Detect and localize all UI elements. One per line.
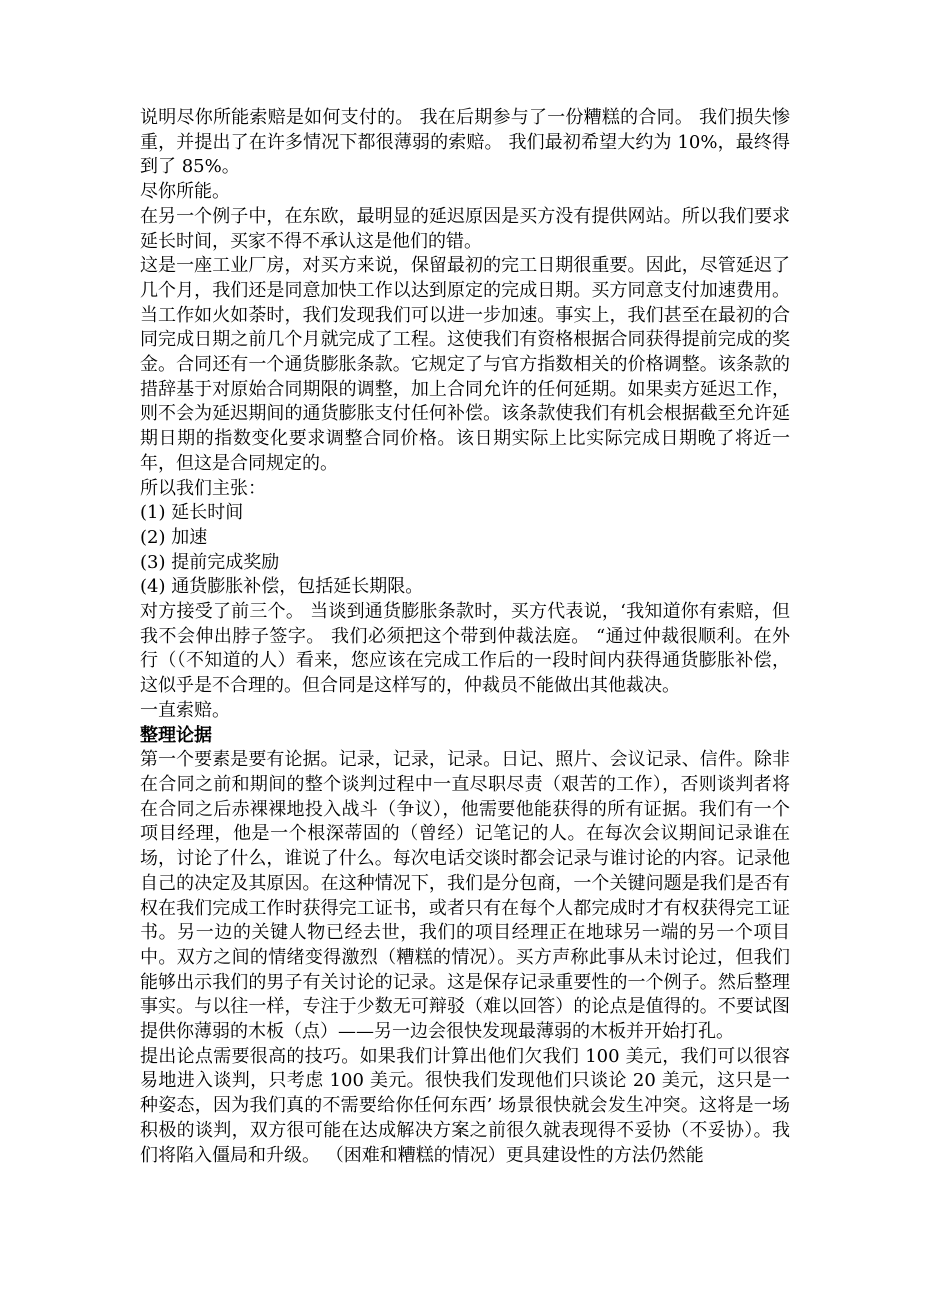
list-item: (1) 延长时间 bbox=[140, 502, 244, 524]
paragraph: 一直索赔。 bbox=[140, 699, 230, 721]
paragraph: 这是一座工业厂房，对买方来说，保留最初的完工日期很重要。因此，尽管延迟了几个月，我们还是同意加快工作以达到原定的完成日期。买方同意支付加速费用。当工作如火如荼时，我们发现我们可以进一步加速。事实上，我们甚至在最初的合同完成日期之前几个月就完成了工程。这使我们有资格根据合同获得提前完成的奖金。合同还有一个通货膨胀条款。它规定了与官方指数相关的价格调整。该条款的措辞基于对原始合同期限的调整，加上合同允许的任何延期。如果卖方延迟工作，则不会为延迟期间的通货膨胀支付任何补偿。该条款使我们有机会根据截至允许延期日期的指数变化要求调整合同价格。该日期实际上比实际完成日期晚了将近一年，但这是合同规定的。 bbox=[140, 255, 790, 474]
section-heading: 整理论据 bbox=[140, 724, 212, 746]
list-item: (3) 提前完成奖励 bbox=[140, 551, 280, 573]
list-item: (4) 通货膨胀补偿，包括延长期限。 bbox=[140, 576, 424, 598]
paragraph: 提出论点需要很高的技巧。如果我们计算出他们欠我们 100 美元，我们可以很容易地进入谈判，只考虑 100 美元。很快我们发现他们只谈论 20 美元，这只是一种姿态，因为我们真的不需要给你任何东西’ 场景很快就会发生冲突。这将是一场积极的谈判，双方很可能在达成解决方案之前很久就表现得不妥协（不妥协）。我们将陷入僵局和升级。 （困难和糟糕的情况）更具建设性的方法仍然能 bbox=[140, 1045, 790, 1166]
paragraph: 所以我们主张： bbox=[140, 477, 266, 499]
list-item: (2) 加速 bbox=[140, 526, 208, 548]
paragraph: 尽你所能。 bbox=[140, 181, 230, 203]
paragraph: 对方接受了前三个。 当谈到通货膨胀条款时，买方代表说，‘我知道你有索赔，但我不会伸出脖子签字。 我们必须把这个带到仲裁法庭。 “通过仲裁很顺利。在外行（（不知道的人）看来，您应该在完成工作后的一段时间内获得通货膨胀补偿，这似乎是不合理的。但合同是这样写的，仲裁员不能做出其他裁决。 bbox=[140, 601, 790, 697]
document-body bbox=[140, 106, 790, 1168]
paragraph: 在另一个例子中，在东欧，最明显的延迟原因是买方没有提供网站。所以我们要求延长时间，买家不得不承认这是他们的错。 bbox=[140, 205, 790, 252]
paragraph: 第一个要素是要有论据。记录，记录，记录。日记、照片、会议记录、信件。除非在合同之前和期间的整个谈判过程中一直尽职尽责（艰苦的工作），否则谈判者将在合同之后赤裸裸地投入战斗（争议），他需要他能获得的所有证据。我们有一个项目经理，他是一个根深蒂固的（曾经）记笔记的人。在每次会议期间记录谁在场，讨论了什么，谁说了什么。每次电话交谈时都会记录与谁讨论的内容。记录他自己的决定及其原因。在这种情况下，我们是分包商，一个关键问题是我们是否有权在我们完成工作时获得完工证书，或者只有在每个人都完成时才有权获得完工证书。另一边的关键人物已经去世，我们的项目经理正在地球另一端的另一个项目中。双方之间的情绪变得激烈（糟糕的情况）。买方声称此事从未讨论过，但我们能够出示我们的男子有关讨论的记录。这是保存记录重要性的一个例子。然后整理事实。与以往一样，专注于少数无可辩驳（难以回答）的论点是值得的。不要试图提供你薄弱的木板（点）——另一边会很快发现最薄弱的木板并开始打孔。 bbox=[140, 749, 790, 1043]
paragraph: 说明尽你所能索赔是如何支付的。 我在后期参与了一份糟糕的合同。 我们损失惨重，并提出了在许多情况下都很薄弱的索赔。 我们最初希望大约为 10%，最终得到了 85%。 bbox=[140, 107, 790, 178]
